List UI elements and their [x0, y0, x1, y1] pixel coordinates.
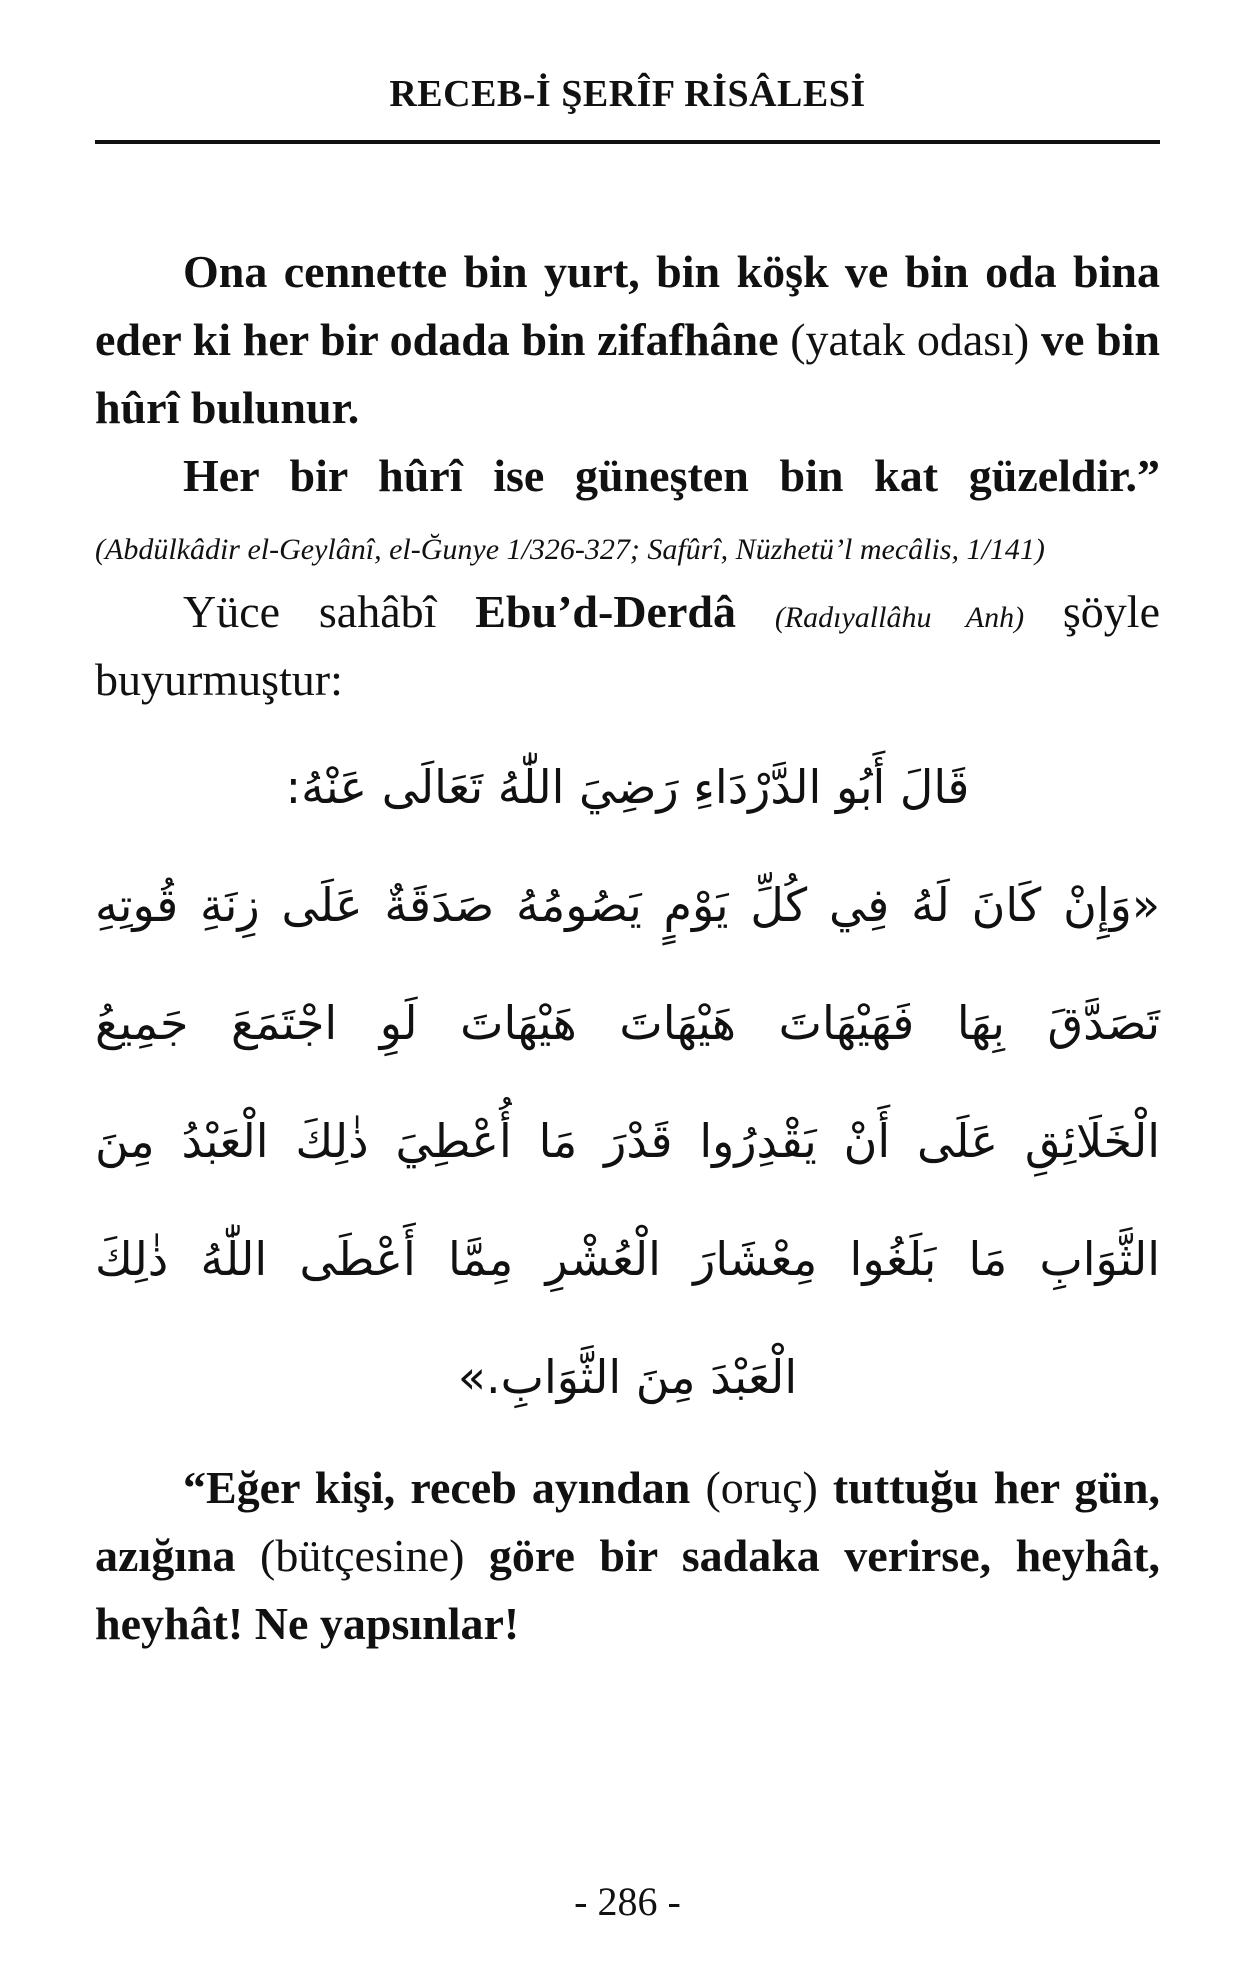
arabic-hadith: [95, 728, 1160, 1436]
para2-bold: Her bir hûrî ise güneşten bin kat güzeldir.”: [183, 450, 1160, 501]
para4-plain-a: (oruç): [705, 1462, 818, 1513]
para3-italic: (Radıyallâhu Anh): [774, 601, 1025, 634]
arabic-line-3: تَصَدَّقَ بِهَا فَهَيْهَاتَ هَيْهَاتَ هَيْهَاتَ لَوِ اجْتَمَعَ جَمِيعُ: [95, 996, 1160, 1050]
paragraph-4: [95, 1454, 1160, 1658]
paragraph-1: [95, 238, 1160, 442]
header-rule: [95, 140, 1160, 144]
page-number: - 286 -: [574, 1879, 681, 1924]
arabic-line-5: الثَّوَابِ مَا بَلَغُوا مِعْشَارَ الْعُشْرِ مِمَّا أَعْطَى اللّٰهُ ذٰلِكَ: [95, 1232, 1160, 1286]
para4-plain-b: (bütçesine): [260, 1530, 465, 1581]
para1-plain: (yatak odası): [790, 314, 1030, 365]
para1-bold-a: Ona cennette bin yurt, bin köşk ve bin oda bina eder ki her bir odada bin zifafhâne: [95, 246, 1160, 365]
para2-citation: (Abdülkâdir el-Geylânî, el-Ğunye 1/326-327; Safûrî, Nüzhetü’l mecâlis, 1/141): [95, 533, 1045, 566]
paragraph-3: [95, 578, 1160, 714]
para3-text-a: Yüce sahâbî: [183, 586, 437, 637]
page-body: [95, 238, 1160, 1658]
arabic-line-1: قَالَ أَبُو الدَّرْدَاءِ رَضِيَ اللّٰهُ تَعَالَى عَنْهُ:: [285, 760, 970, 814]
para1-bold-b: ve bin hûrî bulunur.: [95, 314, 1160, 433]
para3-text-b: şöyle buyurmuştur:: [95, 586, 1161, 705]
arabic-line-2: «وَإِنْ كَانَ لَهُ فِي كُلِّ يَوْمٍ يَصُومُهُ صَدَقَةٌ عَلَى زِنَةِ قُوتِهِ: [95, 878, 1160, 932]
para4-bold-b: tuttuğu her gün, azığına: [95, 1462, 1161, 1581]
arabic-line-4: الْخَلَائِقِ عَلَى أَنْ يَقْدِرُوا قَدْرَ مَا أُعْطِيَ ذٰلِكَ الْعَبْدُ مِنَ: [95, 1114, 1160, 1168]
para4-bold-a: “Eğer kişi, receb ayından: [183, 1462, 691, 1513]
running-header: RECEB-İ ŞERÎF RİSÂLESİ: [389, 73, 866, 115]
para3-bold: Ebu’d-Derdâ: [475, 586, 736, 637]
arabic-line-6: الْعَبْدَ مِنَ الثَّوَابِ.»: [457, 1350, 798, 1404]
para4-bold-c: göre bir sadaka verirse, heyhât, heyhât! Ne yapsınlar!: [95, 1530, 1160, 1649]
paragraph-2: [95, 442, 1160, 578]
